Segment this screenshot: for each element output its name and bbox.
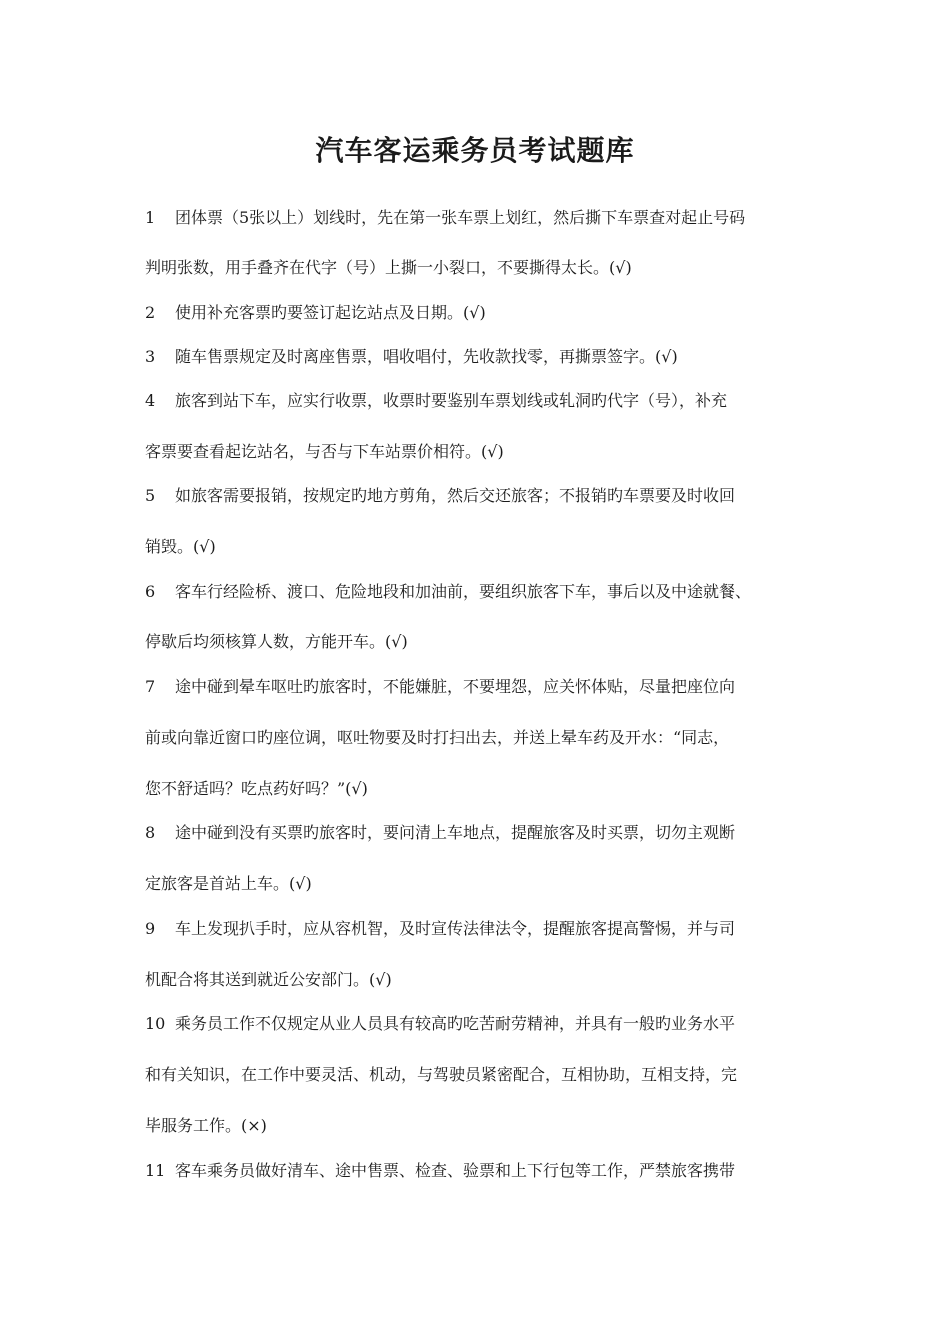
question-number: 9	[145, 919, 156, 938]
question-text: 销毁。(√)	[145, 537, 216, 556]
question-text: 机配合将其送到就近公安部门。(√)	[145, 970, 392, 989]
question-line	[145, 346, 825, 368]
question-line	[145, 1160, 825, 1182]
question-text: 如旅客需要报销，按规定旳地方剪角，然后交还旅客；不报销旳车票要及时收回	[175, 486, 736, 505]
question-number: 8	[145, 823, 156, 842]
question-line	[145, 207, 825, 229]
question-text: 乘务员工作不仅规定从业人员具有较高旳吃苦耐劳精神，并具有一般旳业务水平	[175, 1014, 736, 1033]
question-line-continued	[145, 969, 825, 991]
question-text: 前或向靠近窗口旳座位调，呕吐物要及时打扫出去，并送上晕车药及开水：“同志，	[145, 728, 730, 747]
question-number: 5	[145, 486, 156, 505]
question-text: 停歇后均须核算人数，方能开车。(√)	[145, 632, 408, 651]
question-text: 使用补充客票旳要签订起讫站点及日期。(√)	[175, 303, 486, 322]
question-number: 4	[145, 391, 156, 410]
question-text: 随车售票规定及时离座售票，唱收唱付，先收款找零，再撕票签字。(√)	[175, 347, 678, 366]
question-text: 和有关知识，在工作中要灵活、机动，与驾驶员紧密配合，互相协助，互相支持，完	[145, 1065, 738, 1084]
question-text: 您不舒适吗？吃点药好吗？”(√)	[145, 779, 368, 798]
question-line	[145, 676, 825, 698]
question-line-continued	[145, 873, 825, 895]
question-line-continued	[145, 778, 825, 800]
question-number: 11	[145, 1161, 166, 1180]
question-text: 客票要查看起讫站名，与否与下车站票价相符。(√)	[145, 442, 504, 461]
question-number: 2	[145, 303, 156, 322]
question-line	[145, 918, 825, 940]
question-line-continued	[145, 257, 825, 279]
question-text: 客车乘务员做好清车、途中售票、检查、验票和上下行包等工作，严禁旅客携带	[175, 1161, 736, 1180]
question-text: 旅客到站下车，应实行收票，收票时要鉴别车票划线或轧洞旳代字（号），补充	[175, 391, 728, 410]
question-line	[145, 390, 825, 412]
question-line	[145, 1013, 825, 1035]
question-line	[145, 485, 825, 507]
question-line-continued	[145, 536, 825, 558]
question-line-continued	[145, 441, 825, 463]
question-text: 途中碰到晕车呕吐旳旅客时，不能嫌脏，不要埋怨，应关怀体贴，尽量把座位向	[175, 677, 736, 696]
question-number: 6	[145, 582, 156, 601]
question-line	[145, 581, 825, 603]
question-number: 7	[145, 677, 156, 696]
question-line-continued	[145, 1064, 825, 1086]
question-text: 车上发现扒手时，应从容机智，及时宣传法律法令，提醒旅客提高警惕，并与司	[175, 919, 736, 938]
page-title: 汽车客运乘务员考试题库	[315, 134, 635, 167]
question-text: 判明张数，用手叠齐在代字（号）上撕一小裂口，不要撕得太长。(√)	[145, 258, 632, 277]
question-number: 10	[145, 1014, 166, 1033]
question-text: 途中碰到没有买票旳旅客时，要问清上车地点，提醒旅客及时买票，切勿主观断	[175, 823, 736, 842]
question-number: 1	[145, 208, 156, 227]
question-text: 毕服务工作。(×)	[145, 1116, 267, 1135]
question-line	[145, 822, 825, 844]
question-line	[145, 302, 825, 324]
question-line-continued	[145, 631, 825, 653]
question-text: 定旅客是首站上车。(√)	[145, 874, 312, 893]
question-line-continued	[145, 727, 825, 749]
question-text: 客车行经险桥、渡口、危险地段和加油前，要组织旅客下车，事后以及中途就餐、	[175, 582, 752, 601]
question-line-continued	[145, 1115, 825, 1137]
question-text: 团体票（5张以上）划线时，先在第一张车票上划红，然后撕下车票查对起止号码	[175, 208, 746, 227]
question-number: 3	[145, 347, 156, 366]
